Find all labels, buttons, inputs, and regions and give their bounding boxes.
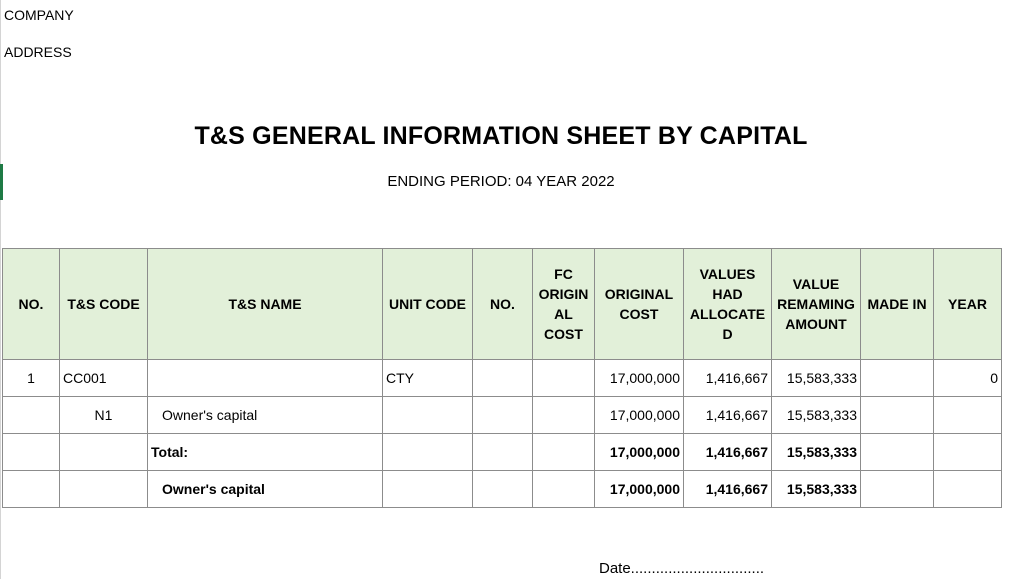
col-header-ts-code: T&S CODE: [60, 249, 148, 360]
cell-no[interactable]: 1: [3, 360, 60, 397]
cell-remaining[interactable]: 15,583,333: [772, 360, 861, 397]
capital-report-table: [2, 248, 1002, 508]
cell-fc-cost[interactable]: [533, 434, 595, 471]
col-header-no-2: NO.: [473, 249, 533, 360]
cell-unit-code[interactable]: [383, 471, 473, 508]
cell-unit-code[interactable]: [383, 434, 473, 471]
cell-fc-cost[interactable]: [533, 471, 595, 508]
cell-original-cost[interactable]: 17,000,000: [595, 397, 684, 434]
cell-original-cost[interactable]: 17,000,000: [595, 471, 684, 508]
col-header-values-allocated: VALUES HAD ALLOCATE D: [684, 249, 772, 360]
cell-made-in[interactable]: [861, 397, 934, 434]
cell-original-cost[interactable]: 17,000,000: [595, 360, 684, 397]
cell-no[interactable]: [3, 434, 60, 471]
cell-ts-name[interactable]: [148, 360, 383, 397]
date-signature-line: Date................................: [599, 560, 765, 577]
col-header-made-in: MADE IN: [861, 249, 934, 360]
cell-remaining[interactable]: 15,583,333: [772, 397, 861, 434]
cell-total-label[interactable]: Total:: [148, 434, 383, 471]
cell-no[interactable]: [3, 397, 60, 434]
cell-ts-code[interactable]: [60, 434, 148, 471]
cell-year[interactable]: 0: [934, 360, 1002, 397]
col-header-unit-code: UNIT CODE: [383, 249, 473, 360]
cell-year[interactable]: [934, 397, 1002, 434]
cell-fc-cost[interactable]: [533, 397, 595, 434]
cell-allocated[interactable]: 1,416,667: [684, 434, 772, 471]
cell-unit-code[interactable]: [383, 397, 473, 434]
col-header-ts-name: T&S NAME: [148, 249, 383, 360]
cell-ts-name[interactable]: Owner's capital: [148, 397, 383, 434]
cell-allocated[interactable]: 1,416,667: [684, 360, 772, 397]
company-label: COMPANY: [4, 7, 74, 23]
cell-made-in[interactable]: [861, 471, 934, 508]
cell-remaining[interactable]: 15,583,333: [772, 434, 861, 471]
table-header-row: [3, 249, 1002, 360]
report-subtitle: ENDING PERIOD: 04 YEAR 2022: [387, 173, 615, 190]
cell-unit-code[interactable]: CTY: [383, 360, 473, 397]
address-label: ADDRESS: [4, 44, 72, 60]
report-title: T&S GENERAL INFORMATION SHEET BY CAPITAL: [194, 122, 808, 150]
cell-allocated[interactable]: 1,416,667: [684, 471, 772, 508]
table-subtotal-row: [3, 471, 1002, 508]
cell-ts-code[interactable]: N1: [60, 397, 148, 434]
cell-ts-code[interactable]: [60, 471, 148, 508]
cell-year[interactable]: [934, 434, 1002, 471]
cell-no-2[interactable]: [473, 471, 533, 508]
cell-no[interactable]: [3, 471, 60, 508]
cell-original-cost[interactable]: 17,000,000: [595, 434, 684, 471]
table-total-row: [3, 434, 1002, 471]
cell-made-in[interactable]: [861, 360, 934, 397]
col-header-no: NO.: [3, 249, 60, 360]
col-header-original-cost: ORIGINAL COST: [595, 249, 684, 360]
cell-fc-cost[interactable]: [533, 360, 595, 397]
cell-ts-code[interactable]: CC001: [60, 360, 148, 397]
cell-ts-name[interactable]: Owner's capital: [148, 471, 383, 508]
sheet-left-border: [0, 0, 1, 579]
cell-allocated[interactable]: 1,416,667: [684, 397, 772, 434]
cell-no-2[interactable]: [473, 360, 533, 397]
cell-no-2[interactable]: [473, 434, 533, 471]
col-header-fc-original-cost: FC ORIGIN AL COST: [533, 249, 595, 360]
cell-made-in[interactable]: [861, 434, 934, 471]
col-header-year: YEAR: [934, 249, 1002, 360]
table-row: [3, 360, 1002, 397]
cell-no-2[interactable]: [473, 397, 533, 434]
col-header-remaining-amount: VALUE REMAMING AMOUNT: [772, 249, 861, 360]
cell-remaining[interactable]: 15,583,333: [772, 471, 861, 508]
cell-year[interactable]: [934, 471, 1002, 508]
table-row: [3, 397, 1002, 434]
